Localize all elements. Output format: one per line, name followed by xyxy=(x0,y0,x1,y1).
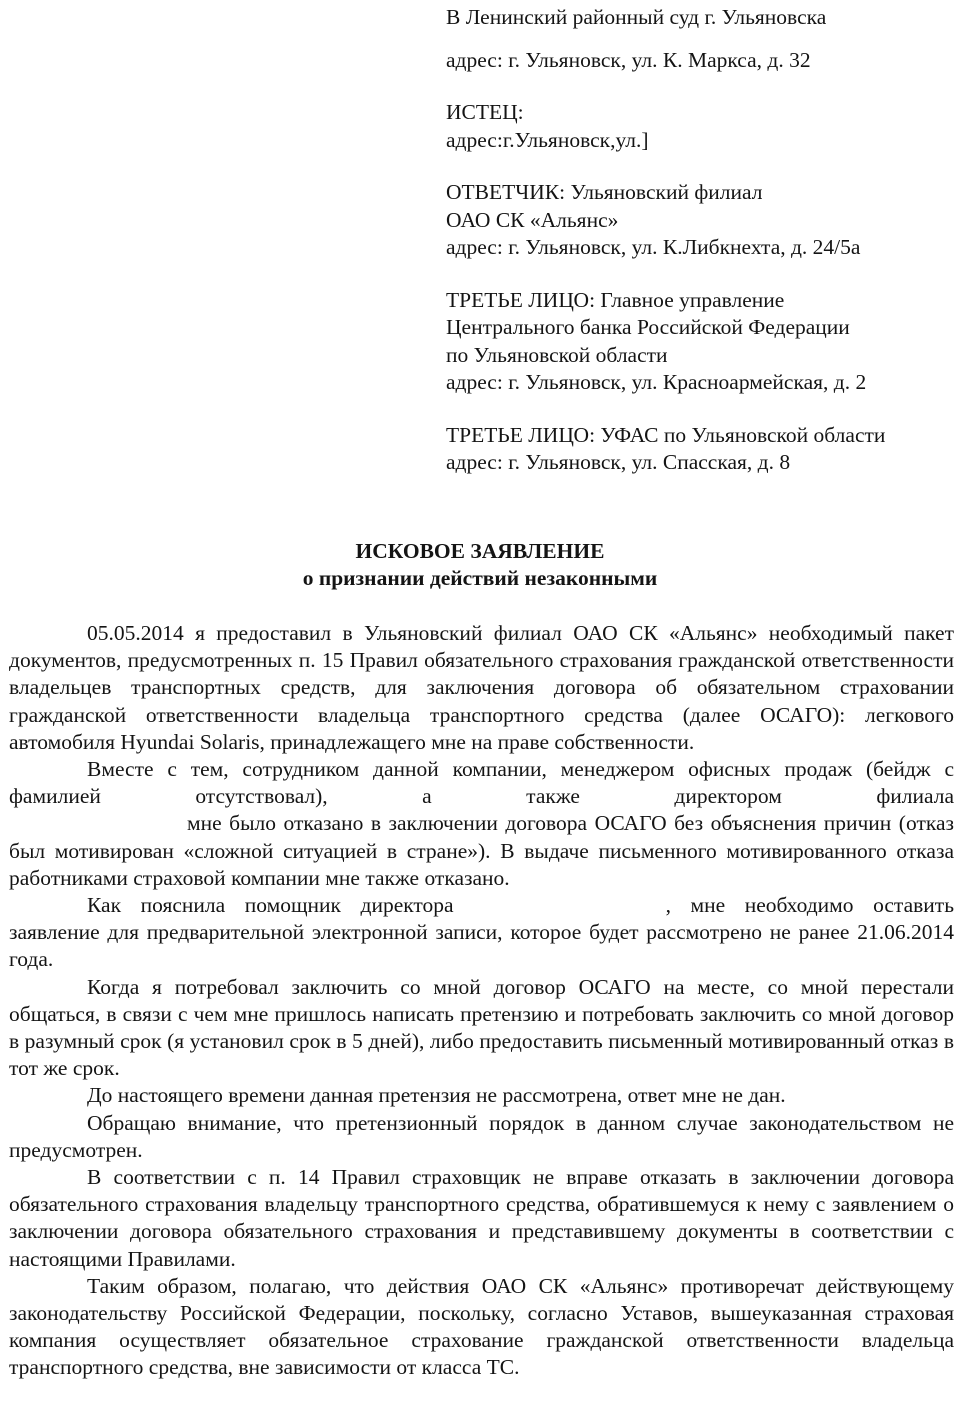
paragraph-6: Обращаю внимание, что претензионный порядок в данном случае законодательством не предусмотрен. xyxy=(9,1110,954,1162)
paragraph-3-start: Как пояснила помощник директора xyxy=(87,893,454,918)
plaintiff-address: адрес:г.Ульяновск,ул.] xyxy=(446,127,649,152)
third-party-1-line3: по Ульяновской области xyxy=(446,342,668,367)
third-party-2-line1: ТРЕТЬЕ ЛИЦО: УФАС по Ульяновской области xyxy=(446,422,886,447)
paragraph-2-continued xyxy=(9,810,954,892)
court-name: В Ленинский районный суд г. Ульяновска xyxy=(446,5,827,29)
third-party-1-line2: Центрального банка Российской Федерации xyxy=(446,315,850,339)
third-party-1-line1: ТРЕТЬЕ ЛИЦО: Главное управление xyxy=(446,287,785,312)
document-body xyxy=(9,620,954,1382)
paragraph-3 xyxy=(9,892,954,974)
paragraph-8: Таким образом, полагаю, что действия ОАО СК «Альянс» противоречат действующему законодательству Российской Федерации, поскольку, согласно Уставов, вышеуказанная страховая компания осуществляет обязательное страхование гражданской ответственности владельца транспортного средства, вне зависимости от класса ТС. xyxy=(9,1273,954,1380)
paragraph-4: Когда я потребовал заключить со мной договор ОСАГО на месте, со мной перестали общаться, в связи с чем мне пришлось написать претензию и потребовать заключить со мной договор в разумный срок (я установил срок в 5 дней), либо предоставить письменный мотивированный отказ в тот же срок. xyxy=(9,974,954,1081)
paragraph-2: Вместе с тем, сотрудником данной компании, менеджером офисных продаж (бейдж с фамилией отсутствовал), а также директором филиала xyxy=(9,757,954,809)
plaintiff-label: ИСТЕЦ: xyxy=(446,100,524,124)
paragraph-1: 05.05.2014 я предоставил в Ульяновский филиал ОАО СК «Альянс» необходимый пакет документов, предусмотренных п. 15 Правил обязательного страхования гражданской ответственности владельцев транспортных средств, для заключения договора об обязательном страховании гражданской ответственности владельца транспортного средства (далее ОСАГО): легкового автомобиля Hyundai Solaris, принадлежащего мне на праве собственности. xyxy=(9,621,954,754)
third-party-1-address: адрес: г. Ульяновск, ул. Красноармейская, д. 2 xyxy=(446,370,867,394)
addressee-block xyxy=(446,4,956,477)
third-party-2-address: адрес: г. Ульяновск, ул. Спасская, д. 8 xyxy=(446,450,791,474)
paragraph-5: До настоящего времени данная претензия не рассмотрена, ответ мне не дан. xyxy=(87,1083,786,1108)
defendant-name-line2: ОАО СК «Альянс» xyxy=(446,207,619,232)
document-subtitle: о признании действий незаконными xyxy=(302,566,658,590)
paragraph-7: В соответствии с п. 14 Правил страховщик не вправе отказать в заключении договора обязательного страхования владельцу транспортного средства, обратившемуся к нему с заявлением о заключении договора обязательного страхования и представившему документы в соответствии с настоящими Правилами. xyxy=(9,1165,954,1271)
defendant-address: адрес: г. Ульяновск, ул. К.Либкнехта, д. 24/5а xyxy=(446,235,861,259)
document-title: ИСКОВОЕ ЗАЯВЛЕНИЕ xyxy=(355,539,605,563)
defendant-name-line1: ОТВЕТЧИК: Ульяновский филиал xyxy=(446,180,763,204)
paragraph-2-continued-text: мне было отказано в заключении договора ОСАГО без объяснения причин (отказ был мотивирован «сложной ситуацией в стране»). В выдаче письменного мотивированного отказа работниками страховой компании мне также отказано. xyxy=(9,811,954,890)
court-address: адрес: г. Ульяновск, ул. К. Маркса, д. 32 xyxy=(446,47,811,72)
paragraph-3-end: , мне необходимо оставить заявление для предварительной электронной записи, которое будет рассмотрено не ранее 21.06.2014 года. xyxy=(9,893,954,972)
